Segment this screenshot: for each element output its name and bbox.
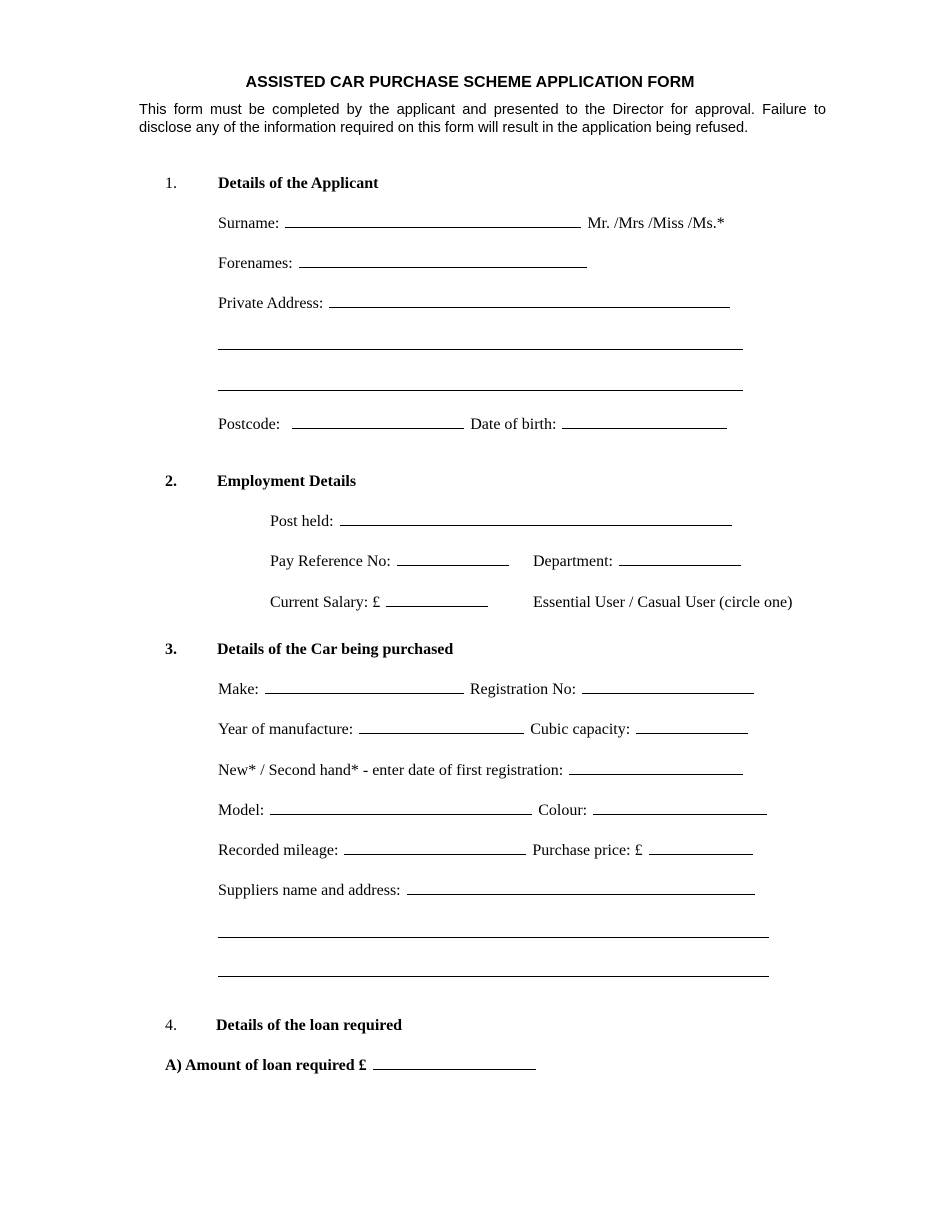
make-row: [218, 682, 756, 698]
form-title: ASSISTED CAR PURCHASE SCHEME APPLICATION FORM: [245, 74, 695, 91]
mileage-row: [218, 843, 755, 859]
intro-paragraph: This form must be completed by the applicant and presented to the Director for approval. Failure to disclose any of the information required on this form will result in the application being refused.: [139, 102, 826, 136]
section-3-heading: Details of the Car being purchased: [217, 641, 454, 658]
postcode-field[interactable]: [292, 427, 464, 429]
year-label: Year of manufacture:: [218, 721, 354, 738]
section-4-heading: Details of the loan required: [216, 1017, 403, 1034]
supplier-field-line-1[interactable]: [407, 893, 755, 895]
capacity-field[interactable]: [636, 732, 748, 734]
address-field-line-3[interactable]: [218, 390, 743, 391]
model-label: Model:: [218, 802, 265, 819]
supplier-field-line-3[interactable]: [218, 976, 769, 977]
loan-amount-label: A) Amount of loan required £: [165, 1057, 367, 1074]
address-field-line-2[interactable]: [218, 349, 743, 350]
model-field[interactable]: [270, 813, 532, 815]
pay-ref-field[interactable]: [397, 564, 509, 566]
pay-ref-row: [270, 554, 511, 570]
section-1-heading: Details of the Applicant: [218, 175, 379, 192]
address-label: Private Address:: [218, 295, 324, 312]
year-row: [218, 722, 750, 738]
registration-label: Registration No:: [469, 681, 577, 698]
forenames-label: Forenames:: [218, 255, 293, 272]
post-held-row: [270, 514, 734, 530]
first-registration-field[interactable]: [569, 773, 743, 775]
section-4-number: 4.: [165, 1017, 177, 1034]
address-row: [218, 296, 732, 312]
price-label: Purchase price: £: [532, 842, 643, 859]
post-held-label: Post held:: [270, 513, 334, 530]
department-label: Department:: [533, 553, 613, 570]
price-field[interactable]: [649, 853, 753, 855]
section-2-heading: Employment Details: [217, 473, 357, 490]
post-held-field[interactable]: [340, 524, 732, 526]
user-type-options[interactable]: Essential User / Casual User (circle one): [533, 594, 793, 611]
model-row: [218, 803, 769, 819]
surname-field[interactable]: [285, 226, 581, 228]
mileage-label: Recorded mileage:: [218, 842, 339, 859]
forenames-row: [218, 256, 589, 272]
make-field[interactable]: [265, 692, 464, 694]
forenames-field[interactable]: [299, 266, 587, 268]
loan-amount-field[interactable]: [373, 1068, 536, 1070]
make-label: Make:: [218, 681, 259, 698]
colour-field[interactable]: [593, 813, 767, 815]
loan-amount-row: [165, 1058, 538, 1074]
pay-ref-label: Pay Reference No:: [270, 553, 391, 570]
section-3-number: 3.: [165, 641, 177, 658]
mileage-field[interactable]: [344, 853, 526, 855]
first-registration-row: [218, 763, 745, 779]
department-field[interactable]: [619, 564, 741, 566]
year-field[interactable]: [359, 732, 524, 734]
section-1-number: 1.: [165, 175, 177, 192]
supplier-field-line-2[interactable]: [218, 937, 769, 938]
postcode-dob-row: [218, 417, 729, 433]
supplier-row: [218, 883, 757, 899]
dob-field[interactable]: [562, 427, 727, 429]
salary-label: Current Salary: £: [270, 594, 381, 611]
dob-label: Date of birth:: [470, 416, 557, 433]
title-options[interactable]: Mr. /Mrs /Miss /Ms.*: [587, 215, 725, 232]
first-registration-label[interactable]: New* / Second hand* - enter date of first registration:: [218, 762, 564, 779]
department-row: [533, 554, 743, 570]
address-field-line-1[interactable]: [329, 306, 730, 308]
capacity-label: Cubic capacity:: [530, 721, 631, 738]
surname-row: [218, 216, 725, 232]
surname-label: Surname:: [218, 215, 280, 232]
salary-field[interactable]: [386, 605, 488, 607]
section-2-number: 2.: [165, 473, 177, 490]
supplier-label: Suppliers name and address:: [218, 882, 401, 899]
postcode-label: Postcode:: [218, 416, 281, 433]
salary-row: [270, 595, 490, 611]
colour-label: Colour:: [538, 802, 588, 819]
registration-field[interactable]: [582, 692, 754, 694]
